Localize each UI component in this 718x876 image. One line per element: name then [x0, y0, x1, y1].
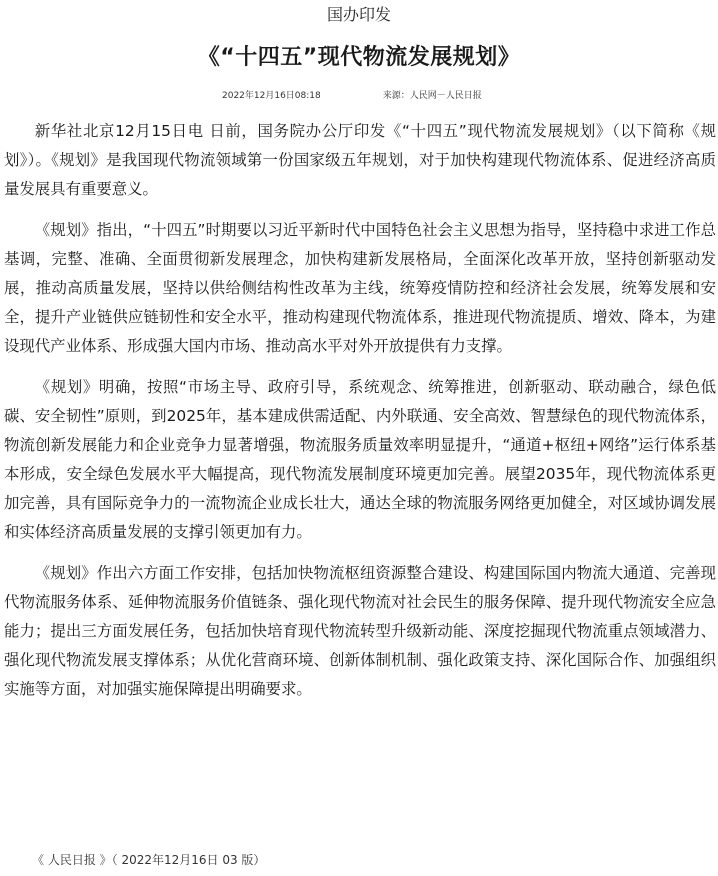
article-headline: 《“十四五”现代物流发展规划》 [197, 45, 521, 70]
article-kicker: 国办印发 [326, 5, 391, 24]
article-paragraph-1: 新华社北京12月15日电 日前，国务院办公厅印发《“十四五”现代物流发展规划》（以下简称《规划》）。《规划》是我国现代物流领域第一份国家级五年规划，对于加快构建现代物流体系、促进经济高质量发展具有重要意义。 [4, 122, 716, 198]
article-paragraph-4: 《规划》作出六方面工作安排，包括加快物流枢纽资源整合建设、构建国际国内物流大通道、完善现代物流服务体系、延伸物流服务价值链条、强化现代物流对社会民生的服务保障、提升现代物流安全应急能力；提出三方面发展任务，包括加快培育现代物流转型升级新动能、深度挖掘现代物流重点领域潜力、强化现代物流发展支撑体系；从优化营商环境、创新体制机制、强化政策支持、深化国际合作、加强组织实施等方面，对加强实施保障提出明确要求。 [4, 564, 716, 698]
article-source: 来源：人民网－人民日报 [382, 91, 482, 101]
article-meta [222, 89, 482, 103]
article-body [4, 117, 716, 716]
publish-date: 2022年12月16日08:18 [222, 91, 321, 101]
article-paragraph-2: 《规划》指出，“十四五”时期要以习近平新时代中国特色社会主义思想为指导，坚持稳中求进工作总基调，完整、准确、全面贯彻新发展理念，加快构建新发展格局，全面深化改革开放，坚持创新驱动发展，推动高质量发展，坚持以供给侧结构性改革为主线，统筹疫情防控和经济社会发展，统筹发展和安全，提升产业链供应链韧性和安全水平，推动构建现代物流体系，推进现代物流提质、增效、降本，为建设现代产业体系、形成强大国内市场、推动高水平对外开放提供有力支撑。 [4, 221, 716, 355]
article-footer: 《 人民日报 》（ 2022年12月16日 03 版） [32, 853, 266, 867]
article-paragraph-3: 《规划》明确，按照“市场主导、政府引导，系统观念、统筹推进，创新驱动、联动融合，绿色低碳、安全韧性”原则，到2025年，基本建成供需适配、内外联通、安全高效、智慧绿色的现代物流体系，物流创新发展能力和企业竞争力显著增强，物流服务质量效率明显提升，“通道+枢纽+网络”运行体系基本形成，安全绿色发展水平大幅提高，现代物流发展制度环境更加完善。展望2035年，现代物流体系更加完善，具有国际竞争力的一流物流企业成长壮大，通达全球的物流服务网络更加健全，对区域协调发展和实体经济高质量发展的支撑引领更加有力。 [4, 378, 716, 541]
